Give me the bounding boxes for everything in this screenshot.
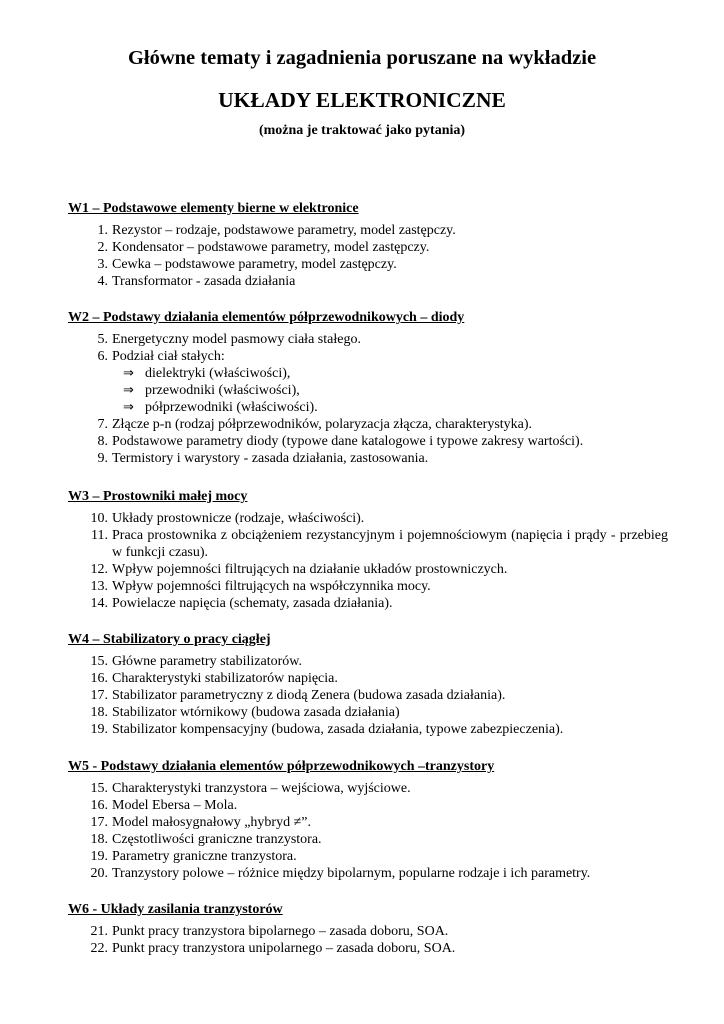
course-name: UKŁADY ELEKTRONICZNE	[218, 88, 506, 112]
item-text: Stabilizator kompensacyjny (budowa, zasada działania, typowe zabezpieczenia).	[112, 722, 564, 737]
sub-list-item	[68, 382, 668, 399]
item-number: 12.	[90, 562, 108, 577]
item-number: 1.	[97, 223, 108, 238]
list-item	[68, 348, 668, 365]
list-item	[68, 670, 668, 687]
item-text: Parametry graniczne tranzystora.	[112, 849, 297, 864]
list-item	[68, 653, 668, 670]
item-text: Model Ebersa – Mola.	[112, 798, 238, 813]
item-text: Tranzystory polowe – różnice między bipolarnym, popularne rodzaje i ich parametry.	[112, 866, 591, 881]
item-text: Model małosygnałowy „hybryd ≠”.	[112, 815, 311, 830]
topic-list	[68, 222, 668, 290]
list-item	[68, 848, 668, 865]
item-text: Punkt pracy tranzystora unipolarnego – zasada doboru, SOA.	[112, 941, 456, 956]
section-heading: W1 – Podstawowe elementy bierne w elektronice	[68, 201, 359, 216]
list-item	[68, 561, 668, 578]
list-item	[68, 687, 668, 704]
item-number: 15.	[90, 781, 108, 796]
item-text: Powielacze napięcia (schematy, zasada działania).	[112, 596, 393, 611]
topic-list	[68, 653, 668, 738]
topic-list	[68, 331, 668, 467]
item-number: 4.	[97, 274, 108, 289]
topic-list	[68, 510, 668, 612]
item-number: 2.	[97, 240, 108, 255]
item-number: 17.	[90, 688, 108, 703]
list-item	[68, 239, 668, 256]
section-w3	[68, 488, 668, 612]
item-number: 17.	[90, 815, 108, 830]
list-item	[68, 797, 668, 814]
item-text: Charakterystyki stabilizatorów napięcia.	[112, 671, 338, 686]
item-text: Wpływ pojemności filtrujących na współczynnika mocy.	[112, 579, 431, 594]
section-w4	[68, 631, 668, 738]
section-w2	[68, 309, 668, 467]
item-number: 7.	[97, 417, 108, 432]
sub-item-text: półprzewodniki (właściwości).	[145, 400, 318, 415]
list-item	[68, 256, 668, 273]
list-item	[68, 273, 668, 290]
sub-list-item	[68, 399, 668, 416]
list-item	[68, 865, 668, 882]
section-heading: W6 - Układy zasilania tranzystorów	[68, 902, 283, 917]
subtitle-note: (można je traktować jako pytania)	[258, 123, 466, 138]
item-text: Podstawowe parametry diody (typowe dane katalogowe i typowe zakresy wartości).	[112, 434, 584, 449]
list-item	[68, 704, 668, 721]
list-item	[68, 831, 668, 848]
item-number: 19.	[90, 722, 108, 737]
implies-arrow-icon: ⇒	[123, 383, 134, 398]
item-text: Częstotliwości graniczne tranzystora.	[112, 832, 322, 847]
list-item	[68, 450, 668, 467]
sub-item-text: przewodniki (właściwości),	[145, 383, 300, 398]
item-text: Wpływ pojemności filtrujących na działanie układów prostowniczych.	[112, 562, 508, 577]
item-number: 20.	[90, 866, 108, 881]
item-text: Rezystor – rodzaje, podstawowe parametry, model zastępczy.	[112, 223, 456, 238]
item-text: Transformator - zasada działania	[112, 274, 296, 289]
item-number: 11.	[91, 528, 108, 543]
topic-list	[68, 923, 668, 957]
topic-list	[68, 780, 668, 882]
list-item	[68, 780, 668, 797]
section-w1	[68, 200, 668, 290]
item-number: 16.	[90, 798, 108, 813]
item-number: 16.	[90, 671, 108, 686]
item-number: 22.	[90, 941, 108, 956]
list-item	[68, 510, 668, 527]
item-text: Energetyczny model pasmowy ciała stałego.	[112, 332, 361, 347]
item-text: Kondensator – podstawowe parametry, model zastępczy.	[112, 240, 430, 255]
implies-arrow-icon: ⇒	[123, 400, 134, 415]
list-item	[68, 416, 668, 433]
item-text: Cewka – podstawowe parametry, model zastępczy.	[112, 257, 397, 272]
list-item	[68, 578, 668, 595]
item-text: Stabilizator parametryczny z diodą Zenera (budowa zasada działania).	[112, 688, 506, 703]
item-number: 18.	[90, 705, 108, 720]
section-w6	[68, 901, 668, 957]
item-number: 21.	[90, 924, 108, 939]
item-number: 8.	[97, 434, 108, 449]
list-item	[68, 940, 668, 957]
item-number: 10.	[90, 511, 108, 526]
list-item	[68, 595, 668, 612]
section-heading: W3 – Prostowniki małej mocy	[68, 489, 248, 504]
item-text: Główne parametry stabilizatorów.	[112, 654, 302, 669]
list-item	[68, 527, 668, 561]
item-number: 3.	[97, 257, 108, 272]
item-number: 18.	[90, 832, 108, 847]
document-title: Główne tematy i zagadnienia poruszane na wykładzie	[127, 47, 597, 69]
item-text: Podział ciał stałych:	[112, 349, 225, 364]
section-heading: W2 – Podstawy działania elementów półprzewodnikowych – diody	[68, 310, 465, 325]
list-item	[68, 433, 668, 450]
item-text: Punkt pracy tranzystora bipolarnego – zasada doboru, SOA.	[112, 924, 449, 939]
item-number: 13.	[90, 579, 108, 594]
item-number: 9.	[97, 451, 108, 466]
list-item	[68, 331, 668, 348]
list-item	[68, 721, 668, 738]
list-item	[68, 814, 668, 831]
implies-arrow-icon: ⇒	[123, 366, 134, 381]
sub-list-item	[68, 365, 668, 382]
sub-item-text: dielektryki (właściwości),	[145, 366, 291, 381]
item-text: Praca prostownika z obciążeniem rezystancyjnym i pojemnościowym (napięcia i prądy - przebieg w funkcji czasu).	[112, 528, 668, 560]
item-number: 19.	[90, 849, 108, 864]
item-text: Układy prostownicze (rodzaje, właściwości).	[112, 511, 365, 526]
item-number: 14.	[90, 596, 108, 611]
item-text: Złącze p-n (rodzaj półprzewodników, polaryzacja złącza, charakterystyka).	[112, 417, 533, 432]
item-number: 6.	[97, 349, 108, 364]
section-w5	[68, 758, 668, 882]
item-number: 5.	[97, 332, 108, 347]
item-text: Termistory i warystory - zasada działania, zastosowania.	[112, 451, 429, 466]
list-item	[68, 222, 668, 239]
item-text: Stabilizator wtórnikowy (budowa zasada działania)	[112, 705, 400, 720]
list-item	[68, 923, 668, 940]
section-heading: W4 – Stabilizatory o pracy ciągłej	[68, 632, 271, 647]
section-heading: W5 - Podstawy działania elementów półprzewodnikowych –tranzystory	[68, 759, 495, 774]
item-text: Charakterystyki tranzystora – wejściowa, wyjściowe.	[112, 781, 411, 796]
item-number: 15.	[90, 654, 108, 669]
